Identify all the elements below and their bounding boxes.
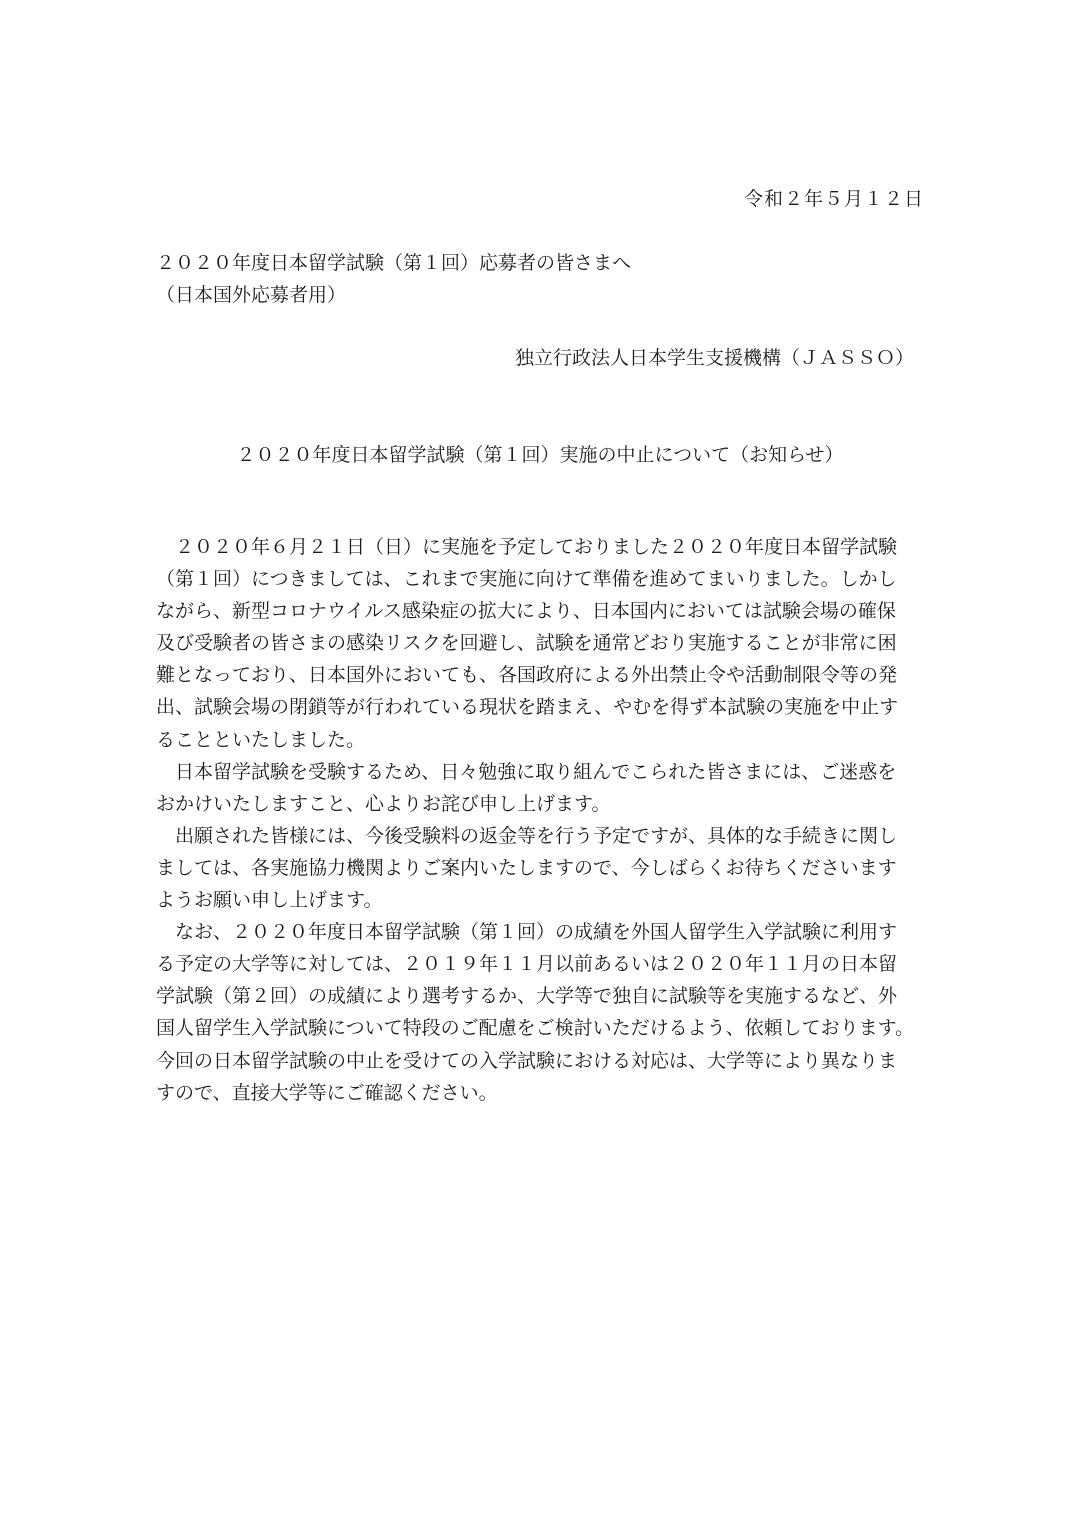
addressee-block — [156, 247, 631, 311]
document-body — [156, 531, 936, 1109]
addressee-line: ２０２０年度日本留学試験（第１回）応募者の皆さまへ — [156, 252, 632, 274]
body-paragraph-1: ２０２０年６月２１日（日）に実施を予定しておりました２０２０年度日本留学試験 （第１回）につきましては、これまで実施に向けて準備を進めてまいりました。しかし ながら、新型コロナウイルス感染症の拡大により、日本国内においては試験会場の確保 及び受験者の皆さまの感染リスクを回避し、試験を通常どおり実施することが非常に困 難となっており、日本国外においても、各国政府による外出禁止令や活動制限令等の発 出、試験会場の閉鎖等が行われている現状を踏まえ、やむを得ず本試験の実施を中止す ることといたしました。 — [156, 536, 899, 751]
addressee-subline: （日本国外応募者用） — [156, 284, 347, 306]
body-paragraph-3: 出願された皆様には、今後受験料の返金等を行う予定ですが、具体的な手続きに関し ましては、各実施協力機関よりご案内いたしますので、今しばらくお待ちくださいます ようお願い申し上げます。 — [156, 824, 898, 912]
body-paragraph-2: 日本留学試験を受験するため、日々勉強に取り組んでこられた皆さまには、ご迷惑を おかけいたしますこと、心よりお詫び申し上げます。 — [156, 760, 897, 815]
document-title: ２０２０年度日本留学試験（第１回）実施の中止について（お知らせ） — [236, 444, 844, 466]
sender-organization: 独立行政法人日本学生支援機構（ＪＡＳＳＯ） — [514, 347, 914, 369]
document-date: 令和２年５月１２日 — [743, 188, 924, 210]
body-paragraph-4: なお、２０２０年度日本留学試験（第１回）の成績を外国人留学生入学試験に利用す る予定の大学等に対しては、２０１９年１１月以前あるいは２０２０年１１月の日本留 学試験（第２回）の成績により選考するか、大学等で独自に試験等を実施するなど、外 国人留学生入学試験について特段のご配慮をご検討いただけるよう、依頼しております。 今回の日本留学試験の中止を受けての入学試験における対応は、大学等により異なりま すので、直接大学等にご確認ください。 — [156, 921, 915, 1104]
